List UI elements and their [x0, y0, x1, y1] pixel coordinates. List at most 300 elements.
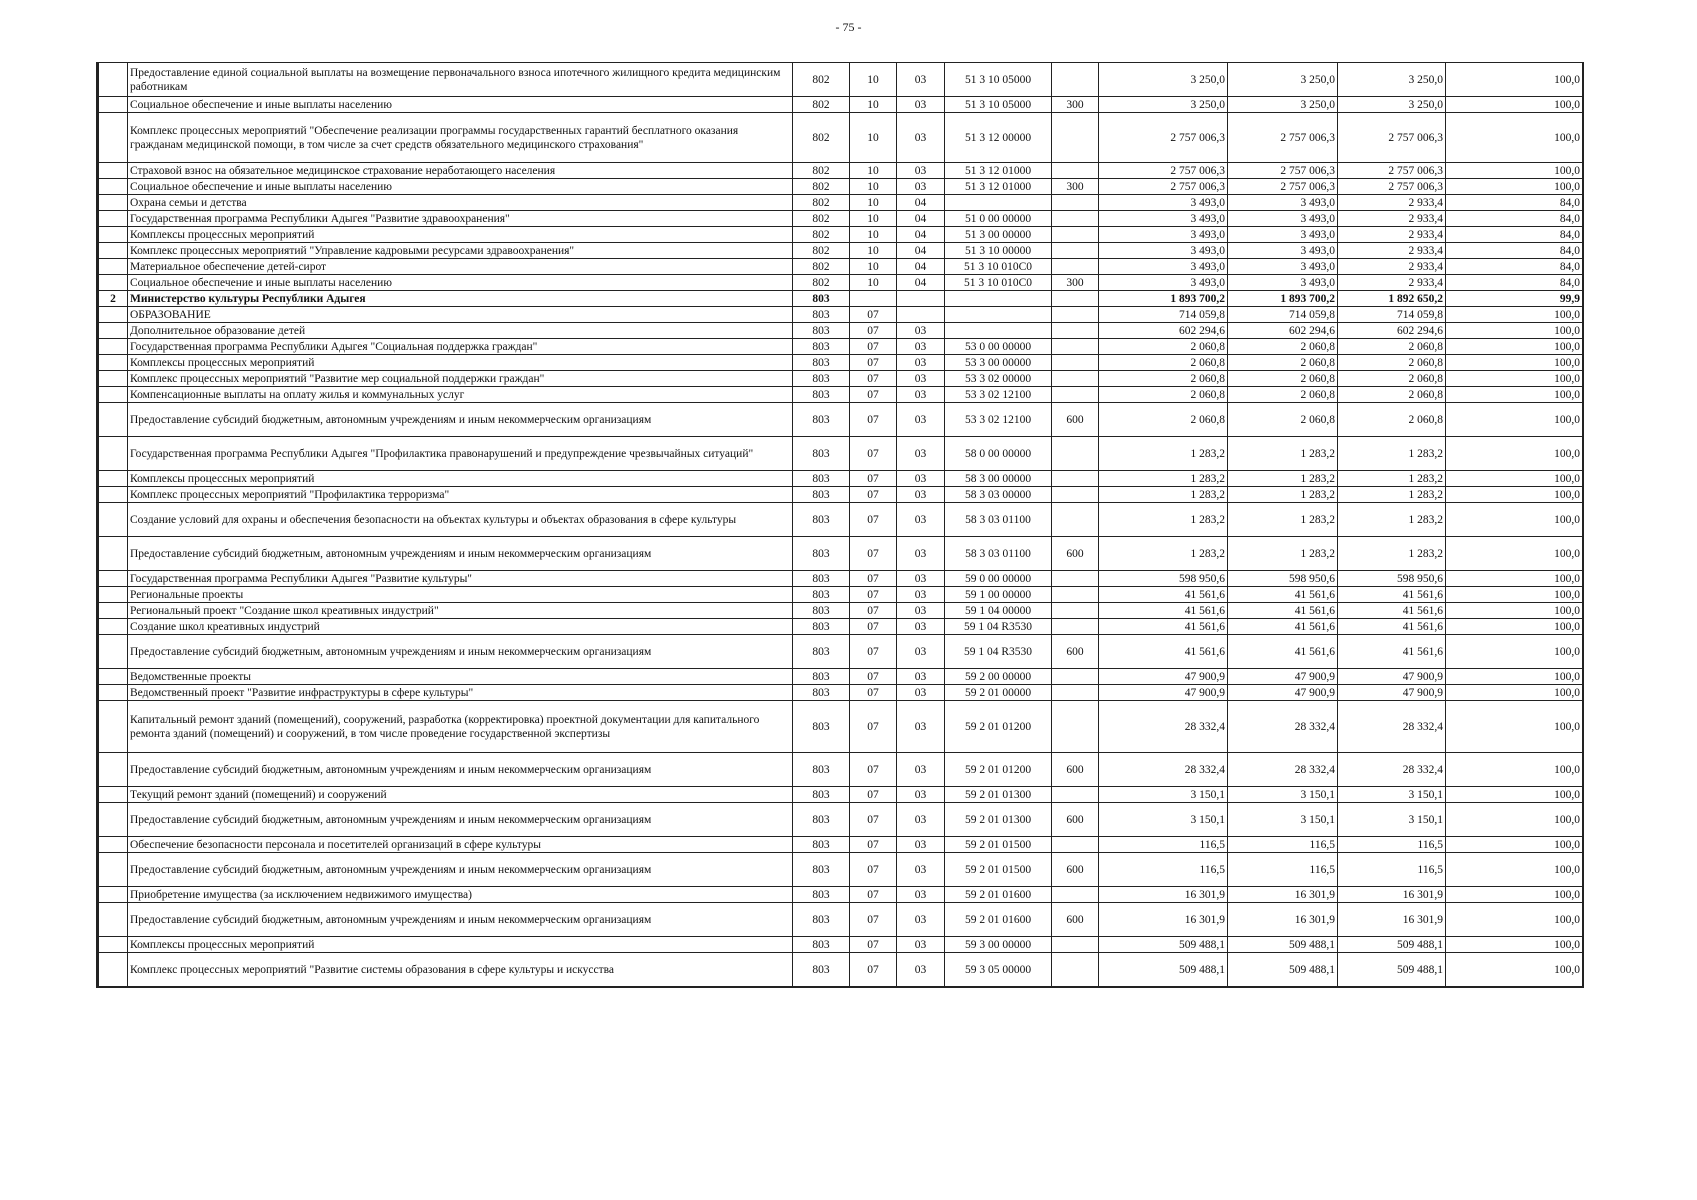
item-name: Социальное обеспечение и иные выплаты населению	[128, 179, 793, 195]
target-article-code: 59 1 04 R3530	[945, 619, 1052, 635]
amount-planned: 3 493,0	[1228, 211, 1338, 227]
item-name: Государственная программа Республики Адыгея "Социальная поддержка граждан"	[128, 339, 793, 355]
execution-percent: 84,0	[1446, 259, 1583, 275]
execution-percent: 100,0	[1446, 323, 1583, 339]
item-name: Предоставление субсидий бюджетным, автономным учреждениям и иным некоммерческим организациям	[128, 635, 793, 669]
execution-percent: 100,0	[1446, 387, 1583, 403]
section-code: 10	[850, 259, 897, 275]
department-code: 803	[793, 603, 850, 619]
section-code: 07	[850, 503, 897, 537]
execution-percent: 100,0	[1446, 63, 1583, 97]
section-code: 07	[850, 753, 897, 787]
expense-type-code	[1052, 487, 1099, 503]
department-code: 803	[793, 471, 850, 487]
expense-type-code: 600	[1052, 853, 1099, 887]
table-row	[99, 163, 1583, 179]
table-row	[99, 63, 1583, 97]
amount-executed: 116,5	[1338, 853, 1446, 887]
table-row	[99, 339, 1583, 355]
execution-percent: 84,0	[1446, 211, 1583, 227]
subsection-code: 03	[897, 339, 945, 355]
target-article-code: 58 3 03 00000	[945, 487, 1052, 503]
amount-executed: 16 301,9	[1338, 903, 1446, 937]
amount-planned: 509 488,1	[1228, 937, 1338, 953]
expense-type-code	[1052, 937, 1099, 953]
row-number	[99, 243, 128, 259]
target-article-code: 58 3 03 01100	[945, 503, 1052, 537]
subsection-code: 03	[897, 887, 945, 903]
subsection-code: 03	[897, 753, 945, 787]
target-article-code: 59 2 01 00000	[945, 685, 1052, 701]
row-number	[99, 903, 128, 937]
department-code: 802	[793, 63, 850, 97]
execution-percent: 100,0	[1446, 537, 1583, 571]
amount-approved: 1 283,2	[1099, 471, 1228, 487]
execution-percent: 100,0	[1446, 903, 1583, 937]
expense-type-code	[1052, 587, 1099, 603]
subsection-code: 03	[897, 503, 945, 537]
expense-type-code: 300	[1052, 179, 1099, 195]
department-code: 802	[793, 275, 850, 291]
amount-planned: 509 488,1	[1228, 953, 1338, 987]
amount-approved: 2 060,8	[1099, 339, 1228, 355]
table-row	[99, 355, 1583, 371]
subsection-code: 04	[897, 243, 945, 259]
target-article-code: 53 3 02 12100	[945, 387, 1052, 403]
amount-planned: 2 060,8	[1228, 403, 1338, 437]
target-article-code: 59 1 04 00000	[945, 603, 1052, 619]
amount-approved: 509 488,1	[1099, 953, 1228, 987]
section-code: 07	[850, 587, 897, 603]
amount-executed: 2 060,8	[1338, 371, 1446, 387]
department-code: 803	[793, 537, 850, 571]
table-row	[99, 275, 1583, 291]
expense-type-code	[1052, 113, 1099, 163]
subsection-code: 03	[897, 803, 945, 837]
amount-planned: 41 561,6	[1228, 587, 1338, 603]
row-number	[99, 211, 128, 227]
execution-percent: 100,0	[1446, 437, 1583, 471]
item-name: Комплекс процессных мероприятий "Профилактика терроризма"	[128, 487, 793, 503]
department-code: 802	[793, 243, 850, 259]
item-name: Предоставление субсидий бюджетным, автономным учреждениям и иным некоммерческим организациям	[128, 903, 793, 937]
target-article-code: 59 3 05 00000	[945, 953, 1052, 987]
department-code: 802	[793, 179, 850, 195]
section-code: 07	[850, 953, 897, 987]
amount-approved: 3 250,0	[1099, 63, 1228, 97]
target-article-code: 58 3 00 00000	[945, 471, 1052, 487]
amount-executed: 3 250,0	[1338, 97, 1446, 113]
execution-percent: 100,0	[1446, 571, 1583, 587]
amount-approved: 2 060,8	[1099, 355, 1228, 371]
section-code: 10	[850, 227, 897, 243]
amount-executed: 1 283,2	[1338, 537, 1446, 571]
target-article-code: 58 0 00 00000	[945, 437, 1052, 471]
table-row	[99, 537, 1583, 571]
target-article-code: 59 2 01 01200	[945, 753, 1052, 787]
amount-approved: 1 283,2	[1099, 487, 1228, 503]
department-code: 803	[793, 503, 850, 537]
item-name: Обеспечение безопасности персонала и посетителей организаций в сфере культуры	[128, 837, 793, 853]
section-code: 07	[850, 323, 897, 339]
expense-type-code	[1052, 307, 1099, 323]
amount-planned: 1 283,2	[1228, 471, 1338, 487]
table-row	[99, 685, 1583, 701]
amount-planned: 598 950,6	[1228, 571, 1338, 587]
amount-executed: 509 488,1	[1338, 937, 1446, 953]
amount-planned: 2 757 006,3	[1228, 113, 1338, 163]
expense-type-code: 600	[1052, 903, 1099, 937]
section-code: 07	[850, 853, 897, 887]
department-code: 803	[793, 803, 850, 837]
subsection-code: 04	[897, 211, 945, 227]
item-name: Компенсационные выплаты на оплату жилья и коммунальных услуг	[128, 387, 793, 403]
execution-percent: 100,0	[1446, 619, 1583, 635]
section-code: 07	[850, 603, 897, 619]
amount-approved: 1 893 700,2	[1099, 291, 1228, 307]
expense-type-code: 600	[1052, 803, 1099, 837]
section-code: 07	[850, 903, 897, 937]
amount-approved: 2 060,8	[1099, 387, 1228, 403]
table-row	[99, 571, 1583, 587]
amount-planned: 3 493,0	[1228, 195, 1338, 211]
target-article-code: 53 3 02 12100	[945, 403, 1052, 437]
target-article-code	[945, 195, 1052, 211]
amount-executed: 47 900,9	[1338, 685, 1446, 701]
amount-approved: 3 493,0	[1099, 195, 1228, 211]
row-number	[99, 179, 128, 195]
section-code: 07	[850, 355, 897, 371]
item-name: Создание условий для охраны и обеспечения безопасности на объектах культуры и объектах образования в сфере культуры	[128, 503, 793, 537]
table-row	[99, 803, 1583, 837]
execution-percent: 84,0	[1446, 243, 1583, 259]
amount-planned: 2 060,8	[1228, 355, 1338, 371]
subsection-code: 03	[897, 837, 945, 853]
execution-percent: 100,0	[1446, 179, 1583, 195]
row-number	[99, 403, 128, 437]
amount-executed: 1 892 650,2	[1338, 291, 1446, 307]
amount-executed: 602 294,6	[1338, 323, 1446, 339]
amount-executed: 41 561,6	[1338, 635, 1446, 669]
expense-type-code: 600	[1052, 753, 1099, 787]
department-code: 802	[793, 97, 850, 113]
subsection-code: 03	[897, 537, 945, 571]
department-code: 803	[793, 323, 850, 339]
item-name: Предоставление субсидий бюджетным, автономным учреждениям и иным некоммерческим организациям	[128, 853, 793, 887]
row-number	[99, 339, 128, 355]
table-row	[99, 437, 1583, 471]
amount-approved: 1 283,2	[1099, 437, 1228, 471]
target-article-code: 59 2 01 01500	[945, 853, 1052, 887]
department-code: 803	[793, 371, 850, 387]
amount-executed: 28 332,4	[1338, 753, 1446, 787]
subsection-code: 03	[897, 179, 945, 195]
target-article-code: 51 0 00 00000	[945, 211, 1052, 227]
row-number	[99, 503, 128, 537]
target-article-code: 51 3 10 010С0	[945, 275, 1052, 291]
item-name: Комплексы процессных мероприятий	[128, 937, 793, 953]
row-number	[99, 487, 128, 503]
execution-percent: 84,0	[1446, 195, 1583, 211]
table-row	[99, 887, 1583, 903]
item-name: Предоставление субсидий бюджетным, автономным учреждениям и иным некоммерческим организациям	[128, 537, 793, 571]
execution-percent: 100,0	[1446, 853, 1583, 887]
amount-approved: 28 332,4	[1099, 753, 1228, 787]
amount-approved: 3 150,1	[1099, 803, 1228, 837]
table-row	[99, 753, 1583, 787]
row-number	[99, 753, 128, 787]
section-code: 07	[850, 669, 897, 685]
table-row	[99, 97, 1583, 113]
amount-planned: 41 561,6	[1228, 635, 1338, 669]
amount-approved: 41 561,6	[1099, 587, 1228, 603]
table-row	[99, 503, 1583, 537]
department-code: 802	[793, 227, 850, 243]
section-code: 07	[850, 887, 897, 903]
table-row	[99, 487, 1583, 503]
row-number	[99, 603, 128, 619]
department-code: 803	[793, 787, 850, 803]
execution-percent: 99,9	[1446, 291, 1583, 307]
item-name: Социальное обеспечение и иные выплаты населению	[128, 97, 793, 113]
expense-type-code	[1052, 323, 1099, 339]
subsection-code: 04	[897, 227, 945, 243]
expense-type-code	[1052, 371, 1099, 387]
row-number	[99, 619, 128, 635]
item-name: Региональные проекты	[128, 587, 793, 603]
amount-approved: 28 332,4	[1099, 701, 1228, 753]
amount-executed: 2 060,8	[1338, 339, 1446, 355]
expense-type-code	[1052, 437, 1099, 471]
table-row	[99, 837, 1583, 853]
amount-executed: 509 488,1	[1338, 953, 1446, 987]
target-article-code: 59 2 01 01200	[945, 701, 1052, 753]
section-code: 07	[850, 537, 897, 571]
amount-planned: 3 250,0	[1228, 97, 1338, 113]
row-number	[99, 853, 128, 887]
subsection-code: 03	[897, 853, 945, 887]
execution-percent: 100,0	[1446, 603, 1583, 619]
amount-executed: 2 933,4	[1338, 227, 1446, 243]
item-name: ОБРАЗОВАНИЕ	[128, 307, 793, 323]
expense-type-code	[1052, 953, 1099, 987]
amount-approved: 16 301,9	[1099, 903, 1228, 937]
subsection-code: 03	[897, 619, 945, 635]
expense-type-code	[1052, 619, 1099, 635]
row-number	[99, 195, 128, 211]
row-number	[99, 323, 128, 339]
item-name: Региональный проект "Создание школ креативных индустрий"	[128, 603, 793, 619]
amount-executed: 3 250,0	[1338, 63, 1446, 97]
amount-executed: 1 283,2	[1338, 471, 1446, 487]
section-code: 10	[850, 97, 897, 113]
amount-executed: 1 283,2	[1338, 503, 1446, 537]
amount-approved: 2 757 006,3	[1099, 179, 1228, 195]
subsection-code: 03	[897, 603, 945, 619]
item-name: Комплекс процессных мероприятий "Развитие системы образования в сфере культуры и искусства	[128, 953, 793, 987]
row-number	[99, 259, 128, 275]
amount-planned: 3 493,0	[1228, 243, 1338, 259]
department-code: 803	[793, 307, 850, 323]
execution-percent: 100,0	[1446, 307, 1583, 323]
expense-type-code	[1052, 339, 1099, 355]
subsection-code: 03	[897, 787, 945, 803]
expense-type-code: 600	[1052, 403, 1099, 437]
section-code: 07	[850, 803, 897, 837]
section-code: 10	[850, 113, 897, 163]
expense-type-code	[1052, 243, 1099, 259]
department-code: 802	[793, 195, 850, 211]
amount-executed: 3 150,1	[1338, 787, 1446, 803]
section-code: 10	[850, 275, 897, 291]
subsection-code: 03	[897, 323, 945, 339]
execution-percent: 100,0	[1446, 701, 1583, 753]
department-code: 803	[793, 685, 850, 701]
amount-planned: 714 059,8	[1228, 307, 1338, 323]
subsection-code: 04	[897, 195, 945, 211]
amount-planned: 41 561,6	[1228, 603, 1338, 619]
row-number	[99, 307, 128, 323]
amount-approved: 2 060,8	[1099, 371, 1228, 387]
subsection-code: 03	[897, 403, 945, 437]
row-number	[99, 953, 128, 987]
expense-type-code	[1052, 887, 1099, 903]
expense-type-code	[1052, 571, 1099, 587]
subsection-code: 03	[897, 701, 945, 753]
department-code: 803	[793, 437, 850, 471]
table-row	[99, 387, 1583, 403]
expense-type-code	[1052, 701, 1099, 753]
section-code: 07	[850, 339, 897, 355]
section-code: 07	[850, 487, 897, 503]
item-name: Приобретение имущества (за исключением недвижимого имущества)	[128, 887, 793, 903]
section-code: 07	[850, 937, 897, 953]
section-code: 10	[850, 243, 897, 259]
amount-planned: 47 900,9	[1228, 685, 1338, 701]
item-name: Охрана семьи и детства	[128, 195, 793, 211]
execution-percent: 100,0	[1446, 787, 1583, 803]
subsection-code: 03	[897, 685, 945, 701]
row-number	[99, 227, 128, 243]
execution-percent: 100,0	[1446, 113, 1583, 163]
execution-percent: 84,0	[1446, 275, 1583, 291]
section-code: 07	[850, 635, 897, 669]
department-code: 803	[793, 887, 850, 903]
department-code: 803	[793, 937, 850, 953]
amount-planned: 47 900,9	[1228, 669, 1338, 685]
amount-planned: 2 060,8	[1228, 371, 1338, 387]
table-row	[99, 937, 1583, 953]
table-row	[99, 113, 1583, 163]
department-code: 803	[793, 635, 850, 669]
department-code: 803	[793, 487, 850, 503]
department-code: 803	[793, 291, 850, 307]
subsection-code: 03	[897, 487, 945, 503]
row-number	[99, 113, 128, 163]
amount-planned: 602 294,6	[1228, 323, 1338, 339]
target-article-code: 59 2 01 01500	[945, 837, 1052, 853]
amount-approved: 509 488,1	[1099, 937, 1228, 953]
target-article-code: 59 2 01 01600	[945, 887, 1052, 903]
amount-planned: 1 283,2	[1228, 487, 1338, 503]
table-row	[99, 403, 1583, 437]
item-name: Предоставление субсидий бюджетным, автономным учреждениям и иным некоммерческим организациям	[128, 753, 793, 787]
amount-executed: 2 933,4	[1338, 195, 1446, 211]
section-code: 07	[850, 387, 897, 403]
expense-type-code	[1052, 291, 1099, 307]
table-row	[99, 587, 1583, 603]
subsection-code: 03	[897, 471, 945, 487]
execution-percent: 100,0	[1446, 487, 1583, 503]
target-article-code: 59 1 04 R3530	[945, 635, 1052, 669]
amount-approved: 3 493,0	[1099, 243, 1228, 259]
amount-executed: 1 283,2	[1338, 487, 1446, 503]
row-number	[99, 669, 128, 685]
execution-percent: 100,0	[1446, 471, 1583, 487]
section-code: 07	[850, 837, 897, 853]
item-name: Комплексы процессных мероприятий	[128, 227, 793, 243]
subsection-code: 03	[897, 669, 945, 685]
amount-executed: 1 283,2	[1338, 437, 1446, 471]
target-article-code: 59 2 00 00000	[945, 669, 1052, 685]
subsection-code: 04	[897, 275, 945, 291]
amount-approved: 598 950,6	[1099, 571, 1228, 587]
department-code: 803	[793, 669, 850, 685]
table-row	[99, 307, 1583, 323]
amount-approved: 41 561,6	[1099, 619, 1228, 635]
row-number	[99, 787, 128, 803]
section-code: 07	[850, 403, 897, 437]
amount-executed: 2 933,4	[1338, 275, 1446, 291]
department-code: 803	[793, 587, 850, 603]
department-code: 803	[793, 953, 850, 987]
amount-planned: 3 493,0	[1228, 227, 1338, 243]
department-code: 803	[793, 403, 850, 437]
expense-type-code: 600	[1052, 635, 1099, 669]
amount-approved: 3 493,0	[1099, 227, 1228, 243]
section-code: 07	[850, 437, 897, 471]
expense-type-code: 600	[1052, 537, 1099, 571]
table-row	[99, 787, 1583, 803]
table-row	[99, 371, 1583, 387]
target-article-code: 51 3 10 05000	[945, 63, 1052, 97]
amount-planned: 16 301,9	[1228, 887, 1338, 903]
expense-type-code	[1052, 355, 1099, 371]
department-code: 803	[793, 619, 850, 635]
amount-approved: 47 900,9	[1099, 669, 1228, 685]
target-article-code: 51 3 12 01000	[945, 163, 1052, 179]
row-number	[99, 97, 128, 113]
amount-planned: 41 561,6	[1228, 619, 1338, 635]
department-code: 803	[793, 903, 850, 937]
row-number	[99, 571, 128, 587]
section-code: 10	[850, 195, 897, 211]
section-code: 07	[850, 371, 897, 387]
subsection-code: 03	[897, 571, 945, 587]
amount-executed: 2 933,4	[1338, 211, 1446, 227]
expense-type-code	[1052, 227, 1099, 243]
table-row	[99, 211, 1583, 227]
expense-type-code	[1052, 471, 1099, 487]
row-number	[99, 387, 128, 403]
item-name: Министерство культуры Республики Адыгея	[128, 291, 793, 307]
item-name: Ведомственный проект "Развитие инфраструктуры в сфере культуры"	[128, 685, 793, 701]
amount-executed: 41 561,6	[1338, 619, 1446, 635]
table-row	[99, 903, 1583, 937]
target-article-code: 51 3 10 05000	[945, 97, 1052, 113]
row-number	[99, 163, 128, 179]
subsection-code: 03	[897, 437, 945, 471]
